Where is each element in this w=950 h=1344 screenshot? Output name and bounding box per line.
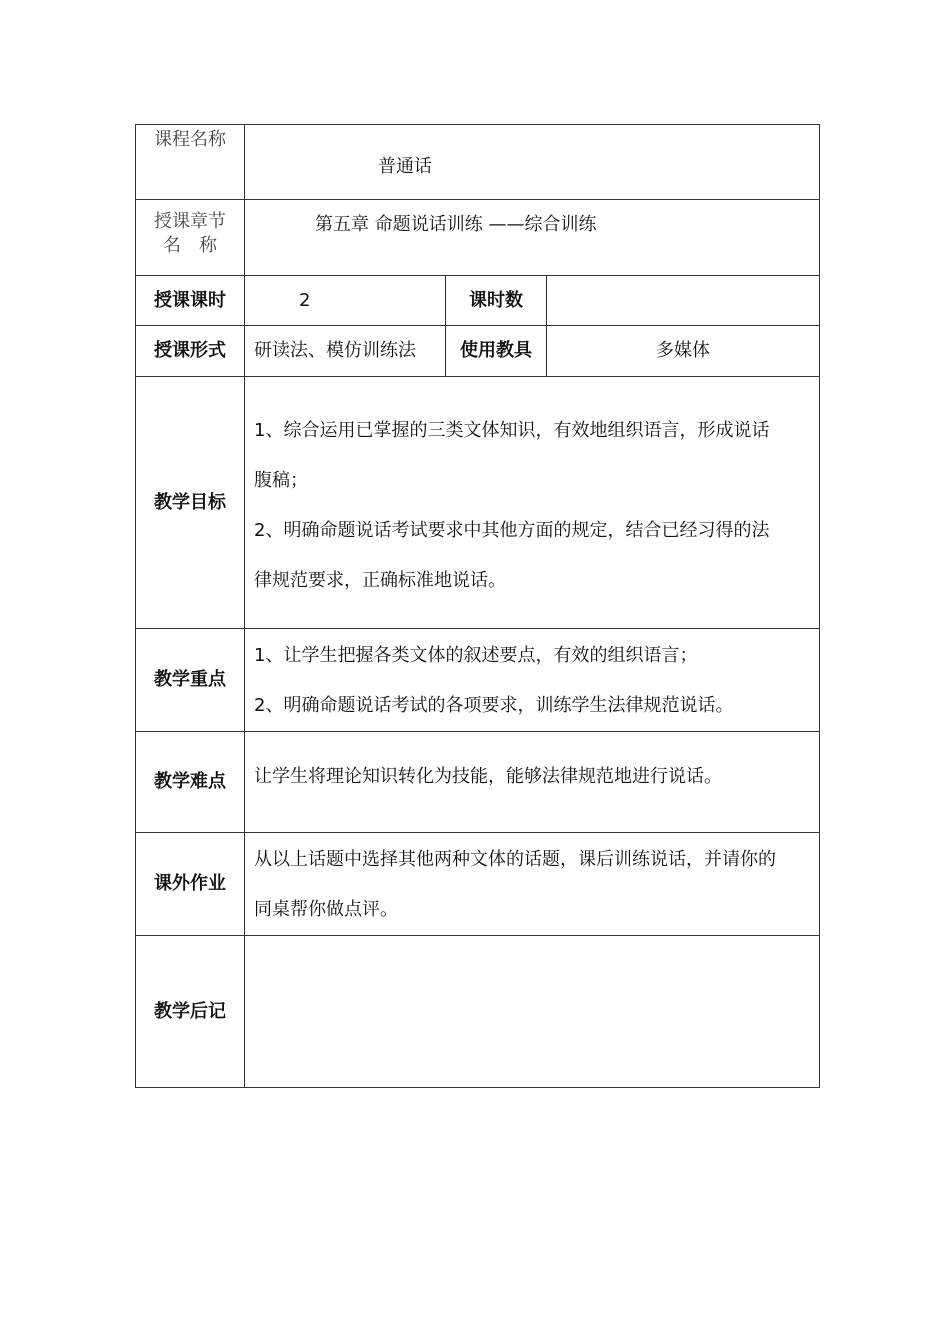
hours-value: 2 (245, 276, 446, 326)
key-points-line-1: 1、让学生把握各类文体的叙述要点，有效的组织语言； (254, 645, 698, 666)
tools-value: 多媒体 (547, 326, 820, 377)
chapter-label-line1: 授课章节 (154, 211, 226, 232)
format-value: 研读法、模仿训练法 (245, 326, 446, 377)
hours-label: 授课课时 (136, 276, 245, 326)
objectives-value (245, 377, 820, 629)
homework-value (245, 833, 820, 936)
chapter-value (245, 200, 820, 276)
row-reflection (136, 936, 820, 1088)
lesson-plan-table (135, 124, 820, 1088)
difficulties-value (245, 732, 820, 833)
row-course-name (136, 125, 820, 200)
format-label: 授课形式 (136, 326, 245, 377)
course-name-label: 课程名称 (136, 125, 245, 200)
chapter-text: 第五章 命题说话训练 ——综合训练 (315, 214, 597, 235)
reflection-value (245, 936, 820, 1088)
row-objectives (136, 377, 820, 629)
row-key-points (136, 629, 820, 732)
key-points-value (245, 629, 820, 732)
course-name-text: 普通话 (378, 156, 432, 178)
difficulties-label: 教学难点 (136, 732, 245, 833)
key-points-label: 教学重点 (136, 629, 245, 732)
reflection-label: 教学后记 (136, 936, 245, 1088)
tools-label: 使用教具 (446, 326, 547, 377)
objectives-line-1: 1、综合运用已掌握的三类文体知识，有效地组织语言，形成说话 (254, 420, 770, 441)
hours-count-label: 课时数 (446, 276, 547, 326)
homework-line-2: 同桌帮你做点评。 (254, 899, 398, 920)
key-points-line-2: 2、明确命题说话考试的各项要求，训练学生法律规范说话。 (254, 695, 734, 716)
difficulties-line-1: 让学生将理论知识转化为技能，能够法律规范地进行说话。 (254, 766, 722, 787)
row-format (136, 326, 820, 377)
row-chapter (136, 200, 820, 276)
chapter-label-line2: 名 称 (163, 235, 217, 256)
row-hours (136, 276, 820, 326)
row-homework (136, 833, 820, 936)
objectives-line-2: 腹稿； (254, 470, 308, 491)
hours-count-value (547, 276, 820, 326)
homework-label: 课外作业 (136, 833, 245, 936)
objectives-line-3: 2、明确命题说话考试要求中其他方面的规定，结合已经习得的法 (254, 520, 770, 541)
chapter-label (136, 200, 245, 276)
homework-line-1: 从以上话题中选择其他两种文体的话题，课后训练说话，并请你的 (254, 849, 776, 870)
course-name-value (245, 125, 820, 200)
objectives-label: 教学目标 (136, 377, 245, 629)
objectives-line-4: 律规范要求，正确标准地说话。 (254, 570, 506, 591)
row-difficulties (136, 732, 820, 833)
